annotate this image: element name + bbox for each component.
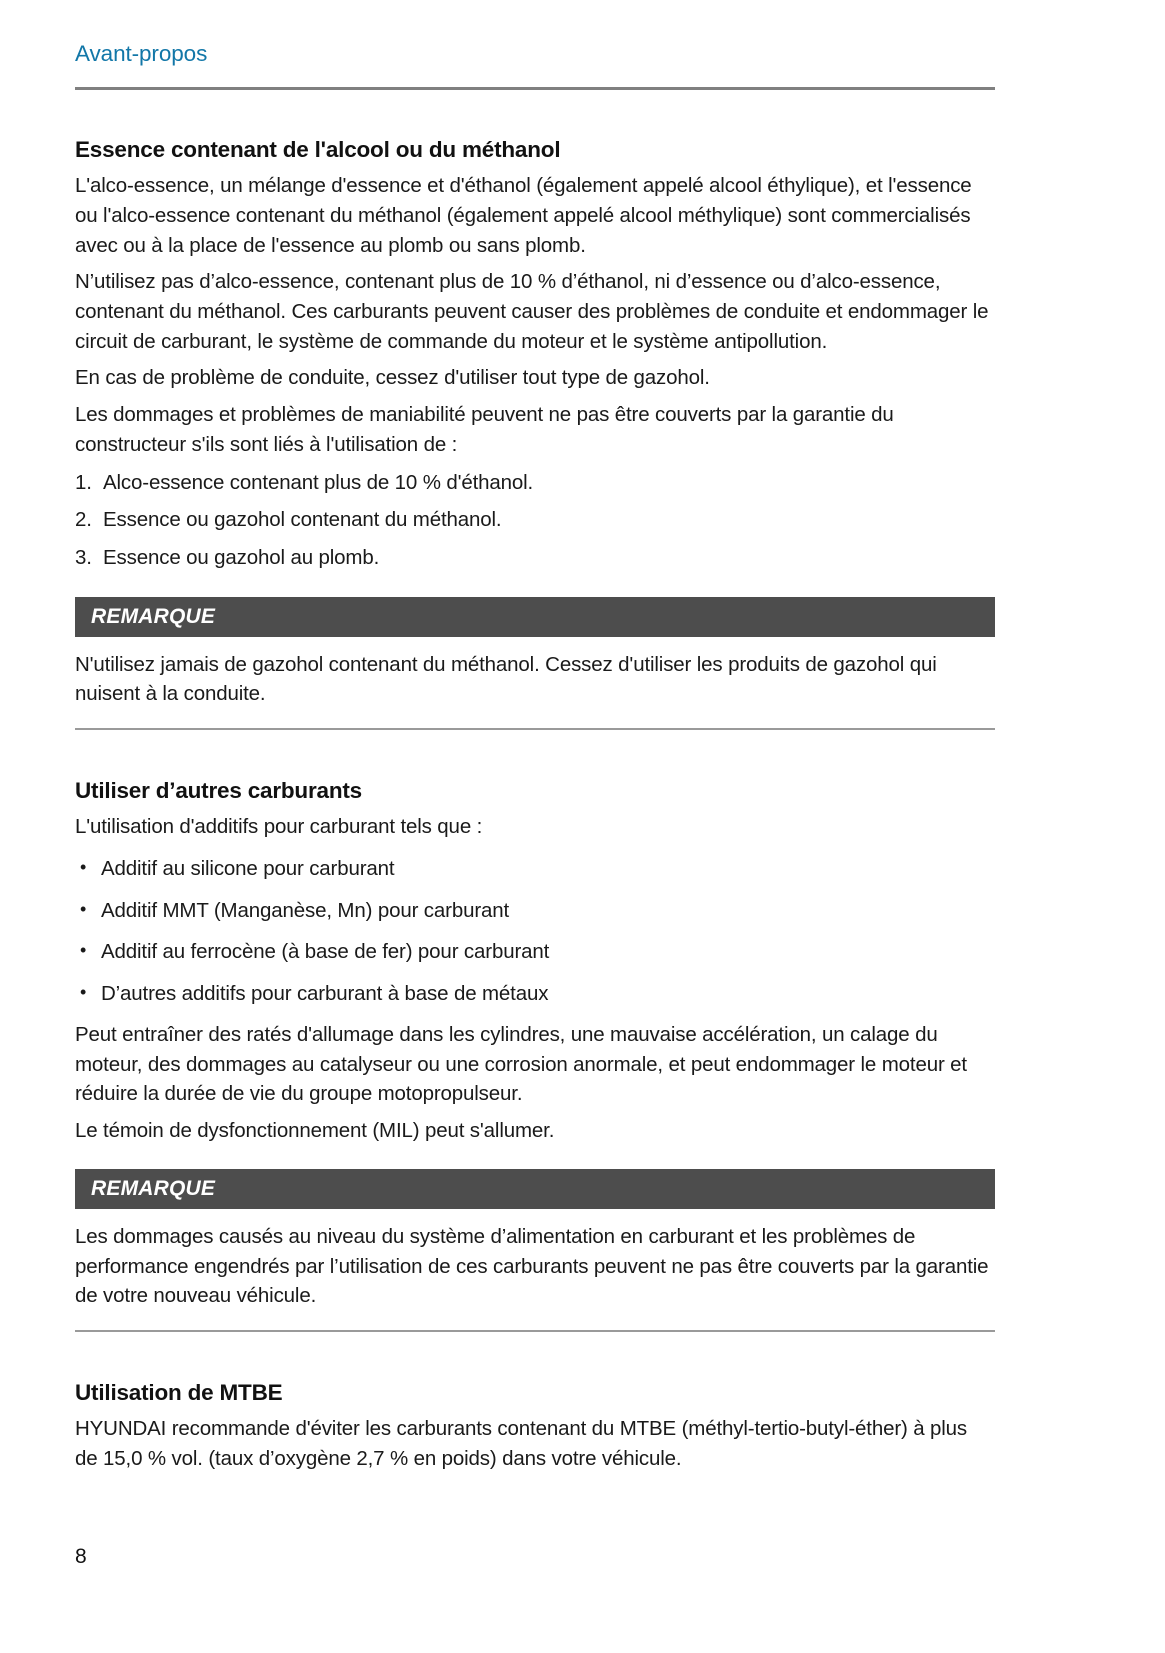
note-text: Les dommages causés au niveau du système d’alimentation en carburant et les problèmes de performance engendrés par l’utilisation de ces carburants peuvent ne pas être couverts par la garantie de votre nouveau véhicule. xyxy=(75,1224,989,1308)
chapter-title: Avant-propos xyxy=(75,41,208,66)
bullet-icon: • xyxy=(80,940,87,961)
note-body xyxy=(75,1209,995,1311)
note-banner-label: REMARQUE xyxy=(91,1176,216,1200)
list-item-label: Additif au ferrocène (à base de fer) pour carburant xyxy=(101,940,550,964)
note-text: N'utilisez jamais de gazohol contenant du méthanol. Cessez d'utiliser les produits de gazohol qui nuisent à la conduite. xyxy=(75,652,937,706)
numbered-list-fuel-conditions xyxy=(75,468,995,573)
section-title-alcohol: Essence contenant de l'alcool ou du méthanol xyxy=(75,137,561,162)
list-item-number: 2. xyxy=(75,508,92,532)
list-item-number: 3. xyxy=(75,546,92,570)
list-item xyxy=(75,979,995,1009)
list-item xyxy=(75,937,995,967)
paragraph: L'alco-essence, un mélange d'essence et d'éthanol (également appelé alcool éthylique), et l'essence ou l'alco-essence contenant du méthanol (également appelé alcool méthylique) sont commercialisés avec ou à la place de l'essence au plomb ou sans plomb. xyxy=(75,174,972,257)
list-item xyxy=(75,854,995,884)
bullet-icon: • xyxy=(80,982,87,1003)
list-item xyxy=(75,505,995,535)
note-banner xyxy=(75,597,995,637)
paragraph: Peut entraîner des ratés d'allumage dans les cylindres, une mauvaise accélération, un calage du moteur, des dommages au catalyseur ou une corrosion anormale, et peut endommager le moteur et réduire la durée de vie du groupe motopropulseur. xyxy=(75,1022,967,1106)
paragraph: Le témoin de dysfonctionnement (MIL) peut s'allumer. xyxy=(75,1119,555,1143)
page-content xyxy=(75,0,995,1474)
paragraph: N’utilisez pas d’alco-essence, contenant plus de 10 % d’éthanol, ni d’essence ou d’alco-essence, contenant du méthanol. Ces carburants peuvent causer des problèmes de conduite et endommager le circuit de carburant, le système de commande du moteur et le système antipollution. xyxy=(75,270,989,353)
list-item-label: D’autres additifs pour carburant à base de métaux xyxy=(101,982,549,1006)
note-banner xyxy=(75,1169,995,1209)
list-item xyxy=(75,543,995,573)
bullet-icon: • xyxy=(80,857,87,878)
list-item xyxy=(75,896,995,926)
list-item-label: Additif au silicone pour carburant xyxy=(101,857,395,881)
list-item-label: Additif MMT (Manganèse, Mn) pour carburant xyxy=(101,898,510,922)
list-item-label: Alco-essence contenant plus de 10 % d'éthanol. xyxy=(103,470,534,494)
paragraph: HYUNDAI recommande d'éviter les carburants contenant du MTBE (méthyl-tertio-butyl-éther) à plus de 15,0 % vol. (taux d’oxygène 2,7 % en poids) dans votre véhicule. xyxy=(75,1417,968,1470)
paragraph: L'utilisation d'additifs pour carburant tels que : xyxy=(75,815,483,839)
list-item xyxy=(75,468,995,498)
note-banner-label: REMARQUE xyxy=(91,604,216,628)
paragraph: En cas de problème de conduite, cessez d'utiliser tout type de gazohol. xyxy=(75,366,710,390)
list-item-label: Essence ou gazohol contenant du méthanol. xyxy=(103,508,502,532)
note-body xyxy=(75,637,995,709)
running-header xyxy=(75,0,995,67)
list-item-label: Essence ou gazohol au plomb. xyxy=(103,546,380,570)
list-item-number: 1. xyxy=(75,470,92,494)
section-title-other-fuels: Utiliser d’autres carburants xyxy=(75,778,362,804)
bullet-list-additives xyxy=(75,854,995,1009)
bullet-icon: • xyxy=(80,898,87,919)
section-title-mtbe: Utilisation de MTBE xyxy=(75,1379,283,1405)
paragraph: Les dommages et problèmes de maniabilité peuvent ne pas être couverts par la garantie du constructeur s'ils sont liés à l'utilisation de : xyxy=(75,403,894,456)
page-number: 8 xyxy=(75,1545,87,1568)
